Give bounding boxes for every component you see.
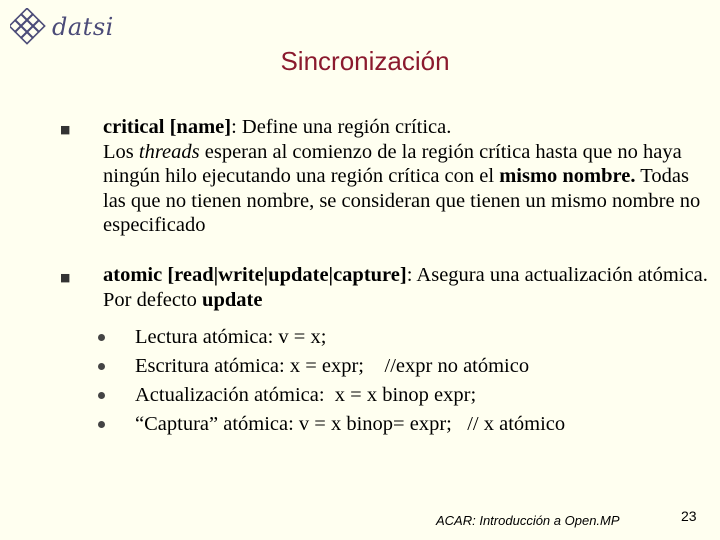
subitem-actualizacion: Actualización atómica: x = x binop expr; bbox=[135, 384, 477, 406]
critical-line2-pre: Los bbox=[103, 140, 139, 163]
subitem-lectura: Lectura atómica: v = x; bbox=[135, 326, 327, 348]
critical-tail: Todas las que no tienen nombre, se consideran que tienen un mismo nombre no especificado bbox=[103, 165, 701, 236]
logo bbox=[10, 8, 114, 46]
logo-text: datsi bbox=[52, 13, 114, 41]
critical-term: critical [name] bbox=[103, 116, 232, 138]
subitem-escritura: Escritura atómica: x = expr; //expr no atómico bbox=[135, 355, 530, 377]
square-bullet-icon: ■ bbox=[60, 271, 71, 284]
bullet-critical bbox=[103, 115, 713, 238]
page-number: 23 bbox=[681, 508, 697, 524]
threads-word: threads bbox=[138, 140, 200, 163]
footer-text: ACAR: Introducción a Open.MP bbox=[436, 513, 620, 528]
atomic-term: atomic [read|write|update|capture] bbox=[103, 264, 407, 286]
round-bullet-icon bbox=[98, 363, 105, 370]
mismo-nombre-text: mismo nombre. bbox=[499, 165, 636, 187]
atomic-desc: : Asegura una actualización atómica. Por defecto bbox=[103, 264, 708, 311]
round-bullet-icon bbox=[98, 334, 105, 341]
critical-desc: : Define una región crítica. bbox=[231, 116, 452, 138]
update-word: update bbox=[202, 288, 263, 311]
square-bullet-icon: ■ bbox=[60, 123, 71, 136]
round-bullet-icon bbox=[98, 421, 105, 428]
critical-line2-post: esperan al comienzo de la región crítica hasta que no haya ningún hilo ejecutando una región crítica con el bbox=[103, 140, 682, 187]
bullet-atomic bbox=[103, 263, 713, 312]
datsi-logo-icon bbox=[10, 8, 48, 46]
round-bullet-icon bbox=[98, 392, 105, 399]
slide-title: Sincronización bbox=[280, 46, 450, 76]
subitem-captura: “Captura” atómica: v = x binop= expr; // x atómico bbox=[135, 413, 566, 435]
